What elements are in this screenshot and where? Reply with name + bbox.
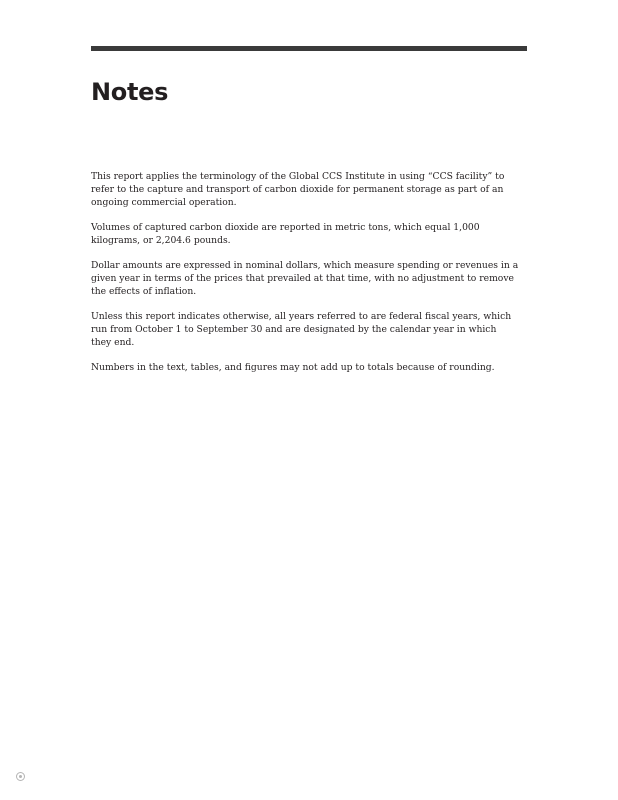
circle-mark-dot (19, 775, 22, 778)
paragraph-fiscal-years: Unless this report indicates otherwise, all years referred to are federal fiscal years, which run from October 1 to September 30 and are designated by the calendar year in which they end. (91, 311, 512, 348)
page-title: Notes (91, 78, 169, 106)
paragraph-volumes: Volumes of captured carbon dioxide are reported in metric tons, which equal 1,000 kilograms, or 2,204.6 pounds. (91, 222, 480, 246)
paragraph-terminology: This report applies the terminology of the Global CCS Institute in using “CCS facility” to refer to the capture and transport of carbon dioxide for permanent storage as part of an ongoing commercial operation. (91, 171, 505, 208)
paragraph-dollar-amounts: Dollar amounts are expressed in nominal dollars, which measure spending or revenues in a given year in terms of the prices that prevailed at that time, with no adjustment to remove the effects of inflation. (91, 260, 519, 297)
paragraph-rounding: Numbers in the text, tables, and figures may not add up to totals because of rounding. (91, 362, 495, 373)
circle-mark-icon (16, 772, 25, 781)
header-rule (91, 46, 527, 51)
notes-body (91, 170, 519, 386)
